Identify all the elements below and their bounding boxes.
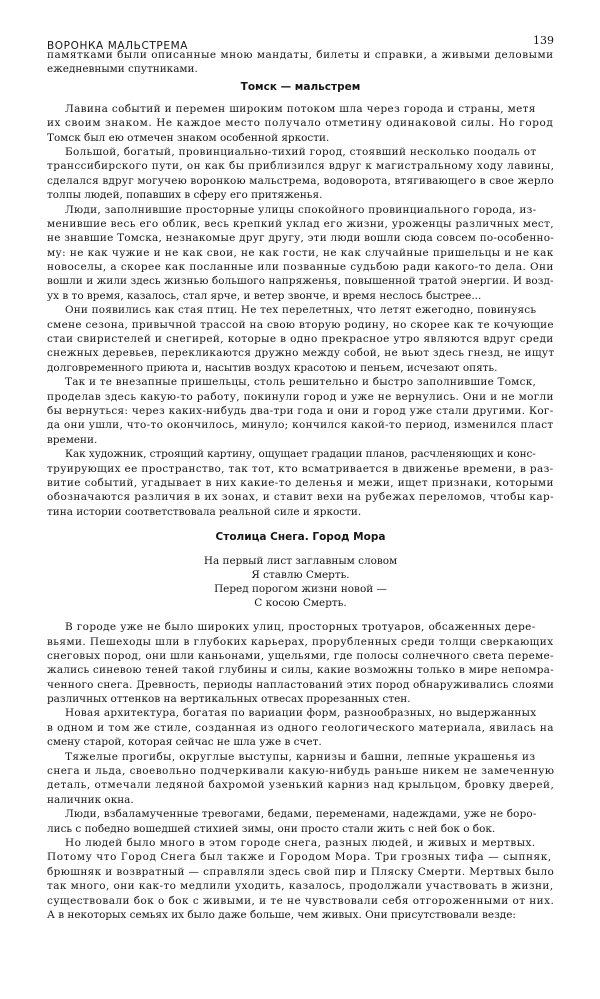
paragraph (47, 48, 554, 77)
paragraph-line: снеговых пород, они шли каньонами, ущельями, где полосы солнечного света переме- (47, 649, 554, 662)
paragraph-line: Потому что Город Снега был также и Городом Мора. Три грозных тифа — сыпняк, (47, 851, 552, 864)
page-number: 139 (533, 34, 554, 47)
body-text (47, 48, 554, 922)
paragraph-line: транссибирского пути, он как бы приблизился вдруг к магистральному ходу лавины, (47, 160, 554, 173)
paragraph-line: Большой, богатый, провинциально-тихий город, стоявший несколько поодаль от (65, 145, 537, 158)
paragraph (47, 303, 554, 375)
paragraph-line: Томск был ею отмечен знаком особенной яркости. (47, 131, 330, 144)
paragraph-line: Новая архитектура, богатая по вариации форм, разнообразных, но выдержанных (65, 707, 537, 720)
paragraph (47, 807, 554, 836)
paragraph-line: времени. (47, 433, 98, 446)
paragraph-line: так много, они как-то медлили уходить, казалось, продолжали участвовать в жизни, (47, 880, 554, 893)
paragraph-line: смене сезона, привычной трассой на свою вторую родину, но скорее как те кочующие (47, 318, 554, 331)
paragraph-line: Как художник, строящий картину, ощущает градации планов, расчленяющих и конс- (65, 448, 536, 461)
paragraph-line: их своим знаком. Не каждое место получало отметину одинаковой силы. Но город (47, 117, 554, 130)
paragraph (47, 620, 554, 706)
paragraph-line: стаи свиристелей и снегирей, которые в одно прекрасное утро являются вдруг среди (47, 333, 554, 346)
paragraph-line: Но людей было много в этом городе снега, разных людей, и живых и мертвых. (65, 836, 536, 849)
epigraph (47, 554, 554, 610)
paragraph-line: смену старой, которая сейчас не шла уже в счет. (47, 736, 322, 749)
epigraph-line: С косою Смерть. (254, 597, 347, 610)
running-title: ВОРОНКА МАЛЬСТРЕМА (47, 40, 189, 52)
paragraph (47, 706, 554, 749)
paragraph-line: различных оттенков на вертикальных отвесах прорезанных стен. (47, 693, 411, 706)
paragraph (47, 447, 554, 519)
paragraph-line: толпы людей, попавших в сферу его притяженья. (47, 189, 323, 202)
paragraph-line: бы вернуться: через каких-нибудь два-три года и они и город уже стали другими. Ког- (47, 404, 554, 417)
paragraph-line: обозначаются различия в их зонах, и ставит вехи на рубежах переломов, чтобы кар- (47, 491, 554, 504)
paragraph-line: Люди, взбаламученные тревогами, бедами, переменами, надеждами, уже не боро- (65, 808, 537, 821)
paragraph-line: Лавина событий и перемен широким потоком шла через города и страны, метя (65, 102, 536, 115)
paragraph-line: не знавшие Томска, незнакомые друг другу, эти люди вошли сюда совсем по-особенно- (47, 232, 554, 245)
paragraph-line: ух в то время, казалось, стал ярче, и ветер звонче, и время неслось быстрее... (47, 289, 482, 302)
paragraph-line: да они ушли, что-то окончилось, минуло; кончился какой-то период, изменился пласт (47, 419, 554, 432)
paragraph-line: сделался вдруг могучею воронкою мальстрема, водоворота, втягивающего в свое жерло (47, 174, 554, 187)
section-heading: Томск — мальстрем (240, 80, 361, 93)
paragraph-line: Люди, заполнившие просторные улицы спокойного провинциального города, из- (65, 203, 537, 216)
paragraph-line: снега и льда, своевольно подчеркивали какую-нибудь раньше никем не замеченную (47, 765, 554, 778)
paragraph-line: му: не как чужие и не как свои, не как гости, не как случайные пришельцы и не как (47, 246, 554, 259)
paragraph (47, 145, 554, 203)
paragraph-line: наличник окна. (47, 793, 134, 806)
paragraph-line: Так и те внезапные пришельцы, столь решительно и быстро заполнившие Томск, (65, 376, 537, 389)
paragraph-line: лись с победно вошедшей стихией зимы, они просто стали жить с ней бок о бок. (47, 822, 496, 835)
paragraph-line: вьями. Пешеходы шли в глубоких карьерах, прорубленных среди толщи сверкающих (47, 635, 554, 648)
paragraph (47, 375, 554, 447)
paragraph-line: В городе уже не было широких улиц, просторных тротуаров, обсаженных дере- (65, 621, 536, 634)
paragraph-line: А в некоторых семьях их было даже больше, чем живых. Они присутствовали везде: (47, 908, 516, 921)
paragraph-line: деталь, отмечали ледяной бахромой узенький карниз над крыльцом, бровку дверей, (47, 779, 554, 792)
paragraph-line: памятками были описанные мною мандаты, билеты и справки, а живыми деловыми (47, 49, 554, 61)
epigraph-line: Я ставлю Смерть. (251, 569, 350, 582)
paragraph-line: долговременного приюта и, насытив воздух красотою и пеньем, исчезают опять. (47, 361, 498, 374)
paragraph-line: витие событий, угадывает в них какие-то деленья и межи, ищет признаки, которыми (47, 476, 554, 489)
paragraph-line: жались синевою теней такой глубины и силы, какие возможны только в мире непомра- (47, 664, 554, 677)
paragraph-line: снежных деревьев, перекликаются дружно между собой, не вьют здесь гнезд, не ищут (47, 347, 554, 360)
paragraph-line: новоселы, а скорее как посланные или позванные судьбою ради какого-то дела. Они (47, 261, 554, 274)
paragraph-line: вошли и жили здесь жизнью большого напряженья, повышенной тратой энергии. И возд- (47, 275, 554, 288)
epigraph-line: Перед порогом жизни новой — (214, 583, 387, 596)
paragraph-line: тина истории соответствовала реальной силе и яркости. (47, 505, 362, 518)
section-heading: Столица Снега. Город Мора (215, 531, 386, 544)
epigraph-line: На первый лист заглавным словом (203, 555, 398, 568)
paragraph (47, 836, 554, 922)
paragraph-line: Тяжелые прогибы, округлые выступы, карнизы и башни, лепные украшенья из (65, 750, 536, 763)
paragraph-line: труирующих ее пространство, так тот, кто всматривается в движенье времени, в раз- (47, 462, 554, 475)
paragraph-line: ченного снега. Древность, периоды напластований этих пород обнаруживались слоями (47, 678, 554, 691)
paragraph (47, 102, 554, 145)
paragraph-line: менившие весь его облик, весь крепкий уклад его жизни, уроженцы различных мест, (47, 217, 554, 230)
paragraph (47, 750, 554, 808)
paragraph-line: Они появились как стая птиц. Не тех перелетных, что летят ежегодно, повинуясь (65, 304, 537, 317)
paragraph-line: существовали бок о бок с живыми, и те не чувствовали себя отгороженными от них. (47, 894, 554, 907)
paragraph (47, 203, 554, 304)
paragraph-line: проделав здесь какую-то работу, покинули город и уже не вернулись. Они и не могли (47, 390, 554, 403)
paragraph-line: в одном и том же стиле, созданная из одного геологического материала, явилась на (47, 721, 554, 734)
running-head (47, 18, 554, 52)
paragraph-line: ежедневными спутниками. (47, 63, 198, 76)
paragraph-line: брюшняк и возвратный — справляли здесь свой пир и Пляску Смерти. Мертвых было (47, 865, 554, 878)
